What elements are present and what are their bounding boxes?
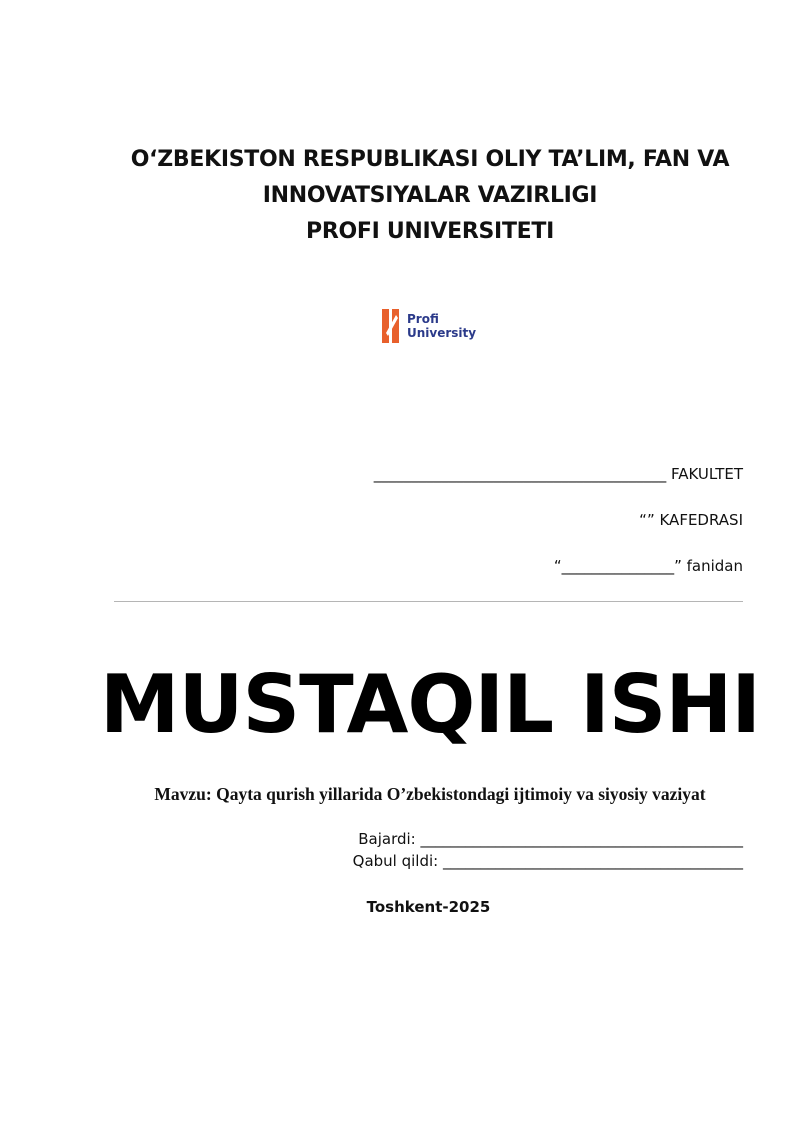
faculty-line: _______________________________________ FAKULTET (373, 465, 743, 483)
university-logo-mark-icon (382, 309, 400, 343)
accepted-by-line: Qabul qildi: ________________________________________ (352, 852, 743, 870)
header-line-1: O‘ZBEKISTON RESPUBLIKASI OLIY TA’LIM, FAN VA (130, 147, 730, 172)
department-line: “” KAFEDRASI (639, 511, 743, 529)
logo-text-line-1: Profi (407, 312, 439, 326)
document-title: MUSTAQIL ISHI (99, 658, 761, 751)
header-line-3: PROFI UNIVERSITETI (306, 219, 554, 244)
logo-text-line-2: University (407, 326, 477, 340)
university-logo (382, 309, 476, 343)
ministry-header (60, 142, 800, 250)
topic-line: Mavzu: Qayta qurish yillarida O’zbekistondagi ijtimoiy va siyosiy vaziyat (154, 784, 706, 804)
header-line-2: INNOVATSIYALAR VAZIRLIGI (262, 183, 598, 208)
subject-line: “_______________” fanidan (553, 557, 743, 575)
separator-line (114, 601, 743, 602)
city-year: Toshkent-2025 (366, 898, 491, 916)
university-logo-text (407, 312, 476, 340)
performed-by-line: Bajardi: ___________________________________________ (358, 830, 743, 848)
